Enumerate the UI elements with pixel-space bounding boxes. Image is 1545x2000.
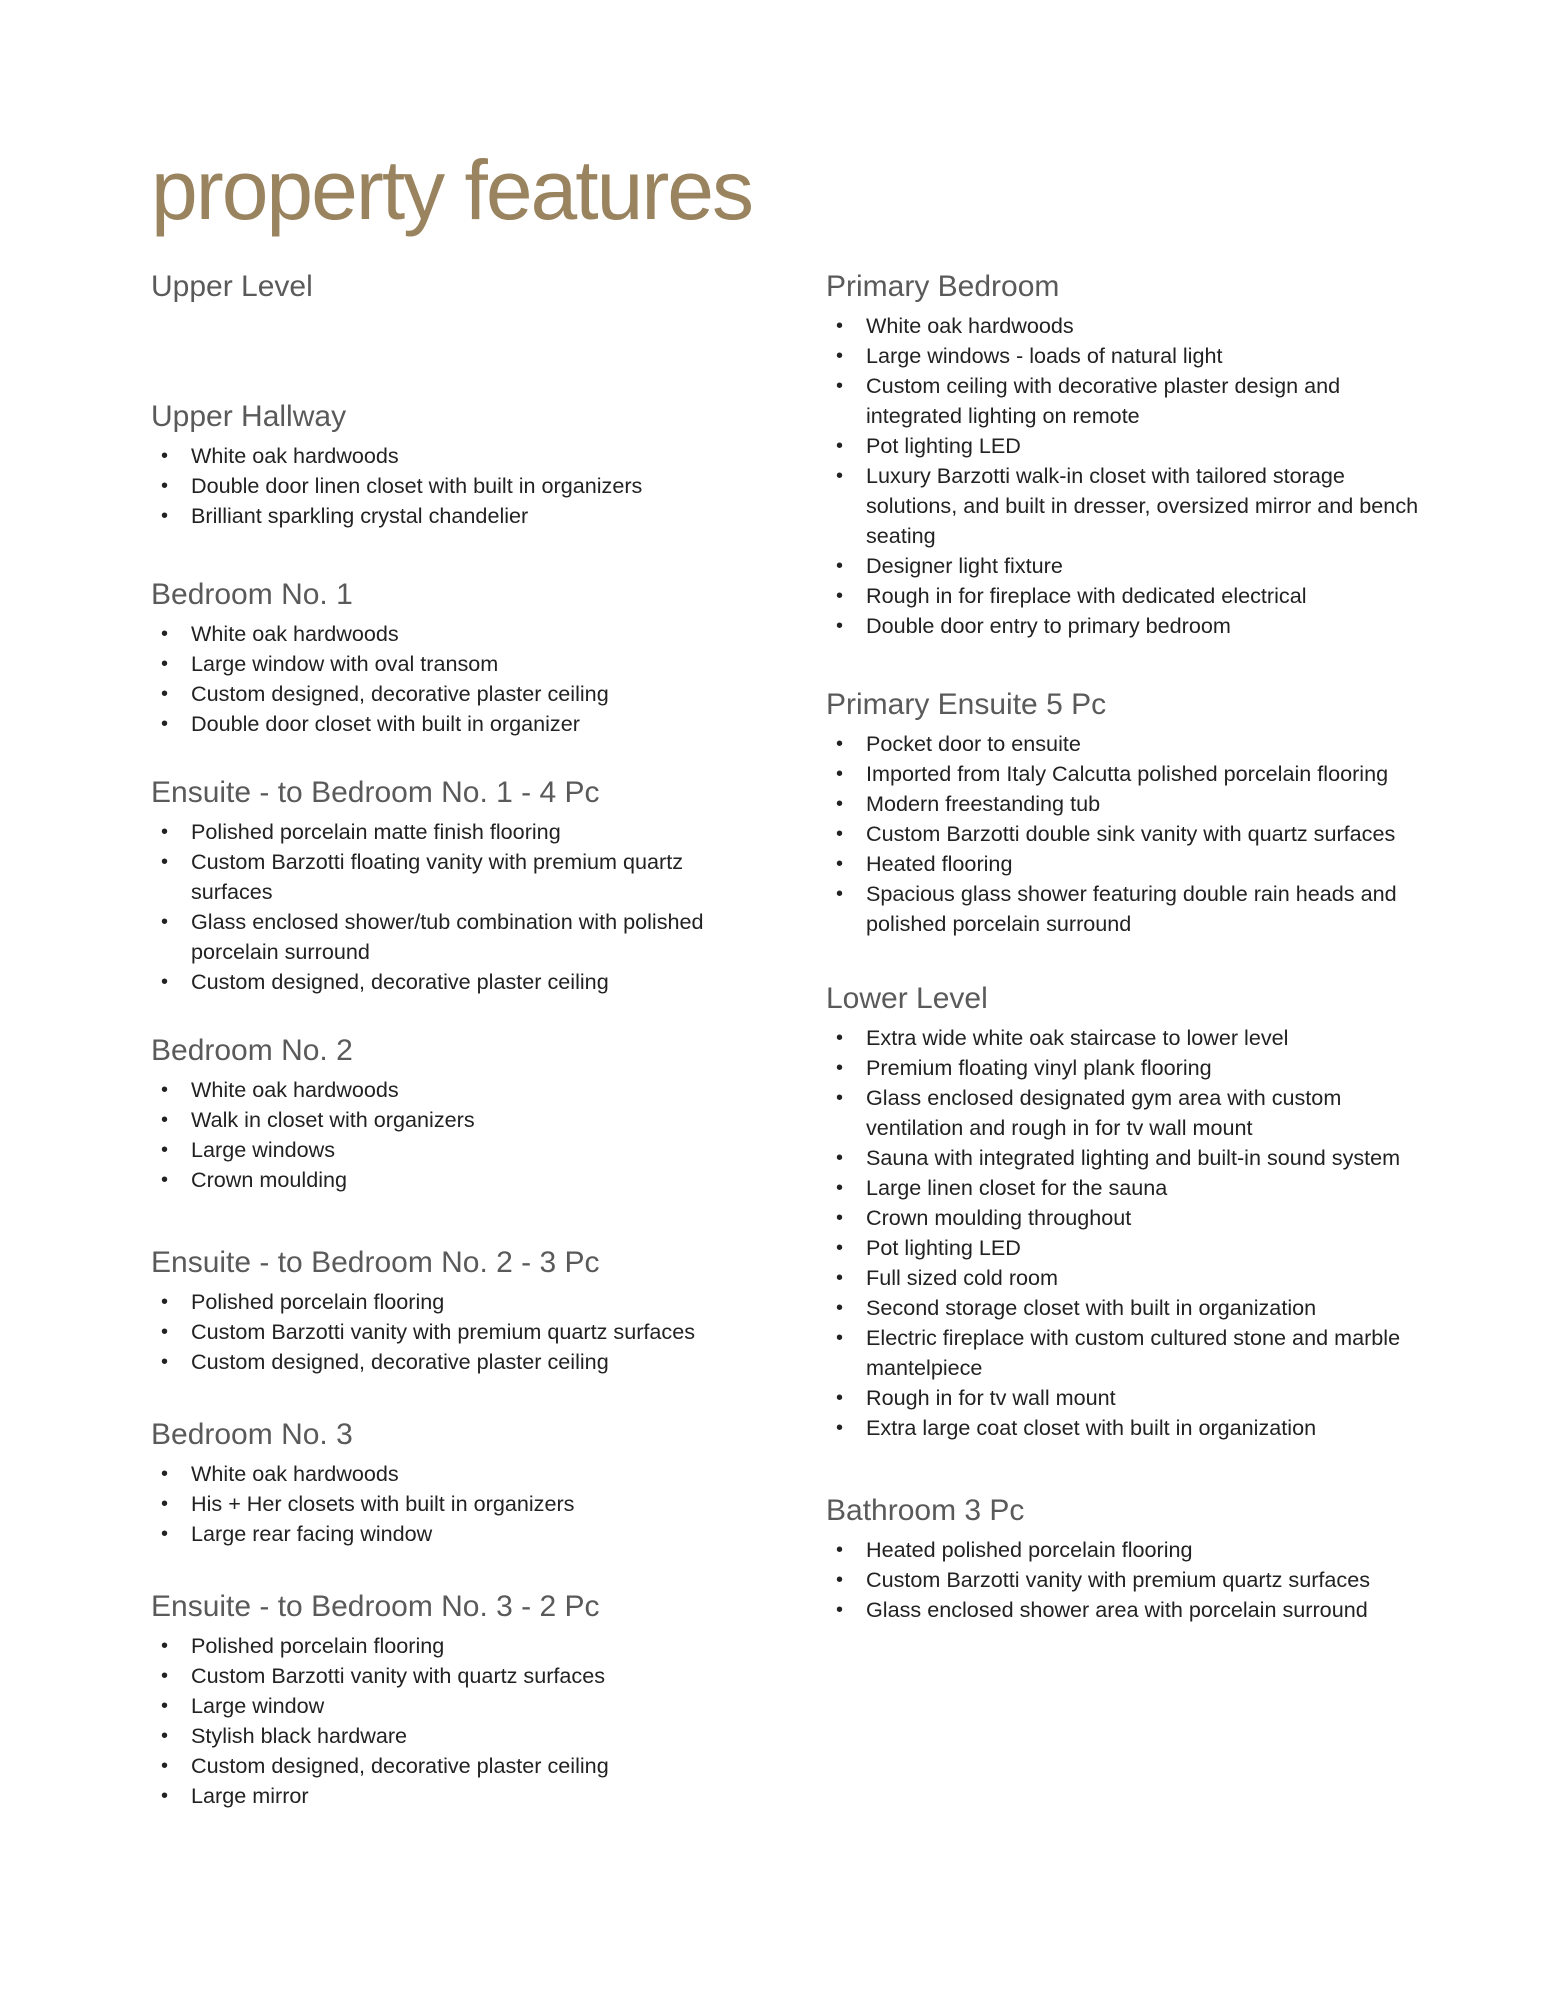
bullet-icon: • [836, 585, 844, 607]
section-ensuite-to-bedroom-no-1-4-pc [151, 773, 751, 997]
list-item-text: Custom ceiling with decorative plaster design and integrated lighting on remote [866, 373, 1341, 428]
bullet-icon: • [161, 1139, 169, 1161]
bullet-icon: • [836, 1087, 844, 1109]
bullet-icon: • [836, 1569, 844, 1591]
bullet-icon: • [836, 853, 844, 875]
section-heading: Lower Level [826, 982, 988, 1015]
bullet-icon: • [161, 683, 169, 705]
feature-list [151, 1631, 751, 1811]
list-item [826, 1565, 1426, 1595]
list-item [151, 649, 751, 679]
bullet-icon: • [836, 1057, 844, 1079]
bullet-icon: • [161, 1695, 169, 1717]
section-heading: Bedroom No. 2 [151, 1034, 353, 1067]
bullet-icon: • [161, 911, 169, 933]
bullet-icon: • [161, 1665, 169, 1687]
section-heading: Ensuite - to Bedroom No. 2 - 3 Pc [151, 1246, 600, 1279]
list-item [826, 611, 1426, 641]
list-item-text: Double door entry to primary bedroom [866, 613, 1231, 638]
list-item-text: Custom designed, decorative plaster ceiling [191, 1349, 609, 1374]
list-item-text: Double door linen closet with built in organizers [191, 473, 643, 498]
feature-list [826, 729, 1426, 939]
list-item [826, 581, 1426, 611]
bullet-icon: • [161, 1351, 169, 1373]
list-item-text: Spacious glass shower featuring double rain heads and polished porcelain surround [866, 881, 1397, 936]
section-heading: Primary Bedroom [826, 270, 1060, 303]
list-item-text: Custom designed, decorative plaster ceiling [191, 969, 609, 994]
section-primary-bedroom [826, 267, 1426, 641]
list-item [151, 1317, 751, 1347]
bullet-icon: • [836, 1599, 844, 1621]
list-item-text: Double door closet with built in organizer [191, 711, 580, 736]
bullet-icon: • [836, 1147, 844, 1169]
list-item [151, 847, 751, 907]
list-item [151, 817, 751, 847]
list-item-text: Custom designed, decorative plaster ceiling [191, 681, 609, 706]
list-item-text: Crown moulding throughout [866, 1205, 1132, 1230]
list-item [826, 1203, 1426, 1233]
bullet-icon: • [161, 653, 169, 675]
list-item-text: White oak hardwoods [191, 1461, 399, 1486]
list-item-text: Pot lighting LED [866, 433, 1021, 458]
section-heading: Upper Hallway [151, 400, 347, 433]
list-item-text: Glass enclosed designated gym area with custom ventilation and rough in for tv wall mount [866, 1085, 1342, 1140]
list-item-text: Modern freestanding tub [866, 791, 1101, 816]
list-item-text: Large windows - loads of natural light [866, 343, 1223, 368]
list-item [151, 441, 751, 471]
list-item [151, 1631, 751, 1661]
list-item-text: Extra wide white oak staircase to lower level [866, 1025, 1289, 1050]
bullet-icon: • [161, 1493, 169, 1515]
list-item-text: Luxury Barzotti walk-in closet with tailored storage solutions, and built in dresser, oversized mirror and bench seating [866, 463, 1419, 548]
list-item-text: Second storage closet with built in organization [866, 1295, 1317, 1320]
bullet-icon: • [161, 821, 169, 843]
bullet-icon: • [161, 971, 169, 993]
list-item [826, 1143, 1426, 1173]
list-item [151, 1751, 751, 1781]
bullet-icon: • [161, 505, 169, 527]
feature-list [151, 441, 751, 531]
list-item-text: Custom designed, decorative plaster ceiling [191, 1753, 609, 1778]
list-item [826, 1263, 1426, 1293]
list-item-text: Heated polished porcelain flooring [866, 1537, 1193, 1562]
list-item [151, 1075, 751, 1105]
bullet-icon: • [836, 883, 844, 905]
list-item-text: Large linen closet for the sauna [866, 1175, 1168, 1200]
list-item [826, 1233, 1426, 1263]
list-item-text: Glass enclosed shower area with porcelain surround [866, 1597, 1368, 1622]
list-item [151, 967, 751, 997]
list-item [826, 431, 1426, 461]
list-item-text: Large window with oval transom [191, 651, 499, 676]
feature-list [151, 1287, 751, 1377]
list-item [151, 1661, 751, 1691]
right-column [826, 267, 1426, 1625]
section-heading: Primary Ensuite 5 Pc [826, 688, 1107, 721]
list-item [826, 819, 1426, 849]
list-item [826, 879, 1426, 939]
list-item-text: His + Her closets with built in organizers [191, 1491, 575, 1516]
section-heading: Bedroom No. 3 [151, 1418, 353, 1451]
section-ensuite-to-bedroom-no-3-2-pc [151, 1587, 751, 1811]
list-item [826, 371, 1426, 431]
list-item-text: Sauna with integrated lighting and built-in sound system [866, 1145, 1401, 1170]
bullet-icon: • [161, 1523, 169, 1545]
list-item [151, 1165, 751, 1195]
feature-list [151, 1459, 751, 1549]
section-bathroom-3-pc [826, 1491, 1426, 1625]
list-item-text: Pocket door to ensuite [866, 731, 1081, 756]
bullet-icon: • [161, 1079, 169, 1101]
list-item-text: Custom Barzotti vanity with premium quartz surfaces [866, 1567, 1371, 1592]
list-item [151, 1721, 751, 1751]
list-item [826, 1383, 1426, 1413]
feature-list [151, 1075, 751, 1195]
bullet-icon: • [836, 375, 844, 397]
section-lower-level [826, 979, 1426, 1443]
list-item [151, 1105, 751, 1135]
section-heading: Ensuite - to Bedroom No. 1 - 4 Pc [151, 776, 600, 809]
list-item [151, 1519, 751, 1549]
bullet-icon: • [836, 435, 844, 457]
bullet-icon: • [836, 345, 844, 367]
list-item [151, 1347, 751, 1377]
section-primary-ensuite-5-pc [826, 685, 1426, 939]
section-ensuite-to-bedroom-no-2-3-pc [151, 1243, 751, 1377]
list-item [151, 1489, 751, 1519]
bullet-icon: • [836, 793, 844, 815]
list-item [151, 679, 751, 709]
list-item [826, 789, 1426, 819]
section-bedroom-no-2 [151, 1031, 751, 1195]
bullet-icon: • [836, 1237, 844, 1259]
bullet-icon: • [161, 475, 169, 497]
list-item [826, 1535, 1426, 1565]
section-heading: Bathroom 3 Pc [826, 1494, 1025, 1527]
list-item-text: Extra large coat closet with built in organization [866, 1415, 1317, 1440]
list-item-text: Polished porcelain flooring [191, 1289, 445, 1314]
list-item-text: Polished porcelain matte finish flooring [191, 819, 561, 844]
list-item-text: White oak hardwoods [191, 1077, 399, 1102]
list-item-text: Brilliant sparkling crystal chandelier [191, 503, 529, 528]
bullet-icon: • [836, 315, 844, 337]
bullet-icon: • [836, 763, 844, 785]
bullet-icon: • [836, 555, 844, 577]
list-item [826, 1053, 1426, 1083]
list-item [151, 1287, 751, 1317]
list-item [151, 501, 751, 531]
list-item-text: Custom Barzotti double sink vanity with quartz surfaces [866, 821, 1396, 846]
list-item [826, 1023, 1426, 1053]
bullet-icon: • [836, 465, 844, 487]
list-item [151, 1135, 751, 1165]
feature-list [826, 1535, 1426, 1625]
list-item-text: Electric fireplace with custom cultured stone and marble mantelpiece [866, 1325, 1401, 1380]
bullet-icon: • [836, 1387, 844, 1409]
bullet-icon: • [836, 1327, 844, 1349]
list-item [826, 1083, 1426, 1143]
feature-list [151, 619, 751, 739]
feature-list [826, 1023, 1426, 1443]
section-heading: Ensuite - to Bedroom No. 3 - 2 Pc [151, 1590, 600, 1623]
list-item-text: Custom Barzotti vanity with quartz surfaces [191, 1663, 606, 1688]
list-item-text: Polished porcelain flooring [191, 1633, 445, 1658]
list-item [151, 907, 751, 967]
list-item [826, 551, 1426, 581]
list-item-text: Crown moulding [191, 1167, 348, 1192]
list-item-text: Large windows [191, 1137, 336, 1162]
list-item [826, 1173, 1426, 1203]
bullet-icon: • [836, 1267, 844, 1289]
list-item [151, 1781, 751, 1811]
list-item-text: Large window [191, 1693, 325, 1718]
list-item-text: Imported from Italy Calcutta polished porcelain flooring [866, 761, 1389, 786]
bullet-icon: • [836, 1177, 844, 1199]
bullet-icon: • [161, 1109, 169, 1131]
list-item [826, 1413, 1426, 1443]
bullet-icon: • [161, 1785, 169, 1807]
section-bedroom-no-1 [151, 575, 751, 739]
bullet-icon: • [836, 1207, 844, 1229]
list-item [826, 849, 1426, 879]
list-item-text: Pot lighting LED [866, 1235, 1021, 1260]
list-item [826, 1595, 1426, 1625]
bullet-icon: • [836, 733, 844, 755]
list-item [151, 709, 751, 739]
list-item-text: Custom Barzotti floating vanity with premium quartz surfaces [191, 849, 684, 904]
bullet-icon: • [836, 615, 844, 637]
bullet-icon: • [836, 1539, 844, 1561]
section-upper-level [151, 267, 751, 353]
feature-list [151, 817, 751, 997]
list-item-text: Large mirror [191, 1783, 309, 1808]
list-item [826, 1323, 1426, 1383]
feature-list [826, 311, 1426, 641]
list-item [826, 1293, 1426, 1323]
list-item [151, 1459, 751, 1489]
list-item-text: Large rear facing window [191, 1521, 433, 1546]
list-item-text: Heated flooring [866, 851, 1013, 876]
list-item [826, 759, 1426, 789]
list-item-text: Full sized cold room [866, 1265, 1059, 1290]
list-item-text: Custom Barzotti vanity with premium quartz surfaces [191, 1319, 696, 1344]
bullet-icon: • [836, 1417, 844, 1439]
list-item-text: White oak hardwoods [866, 313, 1074, 338]
bullet-icon: • [836, 1297, 844, 1319]
list-item-text: Designer light fixture [866, 553, 1063, 578]
list-item-text: Walk in closet with organizers [191, 1107, 475, 1132]
list-item [826, 729, 1426, 759]
section-bedroom-no-3 [151, 1415, 751, 1549]
bullet-icon: • [161, 1635, 169, 1657]
bullet-icon: • [161, 1463, 169, 1485]
list-item-text: White oak hardwoods [191, 443, 399, 468]
bullet-icon: • [161, 445, 169, 467]
list-item [151, 619, 751, 649]
bullet-icon: • [161, 713, 169, 735]
list-item [151, 1691, 751, 1721]
page-title: property features [151, 143, 753, 237]
list-item [826, 311, 1426, 341]
list-item-text: Rough in for tv wall mount [866, 1385, 1116, 1410]
list-item-text: Premium floating vinyl plank flooring [866, 1055, 1212, 1080]
bullet-icon: • [161, 623, 169, 645]
bullet-icon: • [161, 1725, 169, 1747]
list-item [826, 461, 1426, 551]
list-item [151, 471, 751, 501]
list-item [826, 341, 1426, 371]
list-item-text: White oak hardwoods [191, 621, 399, 646]
left-column [151, 267, 751, 1811]
section-upper-hallway [151, 397, 751, 531]
list-item-text: Glass enclosed shower/tub combination with polished porcelain surround [191, 909, 704, 964]
section-heading: Upper Level [151, 270, 313, 303]
bullet-icon: • [836, 1027, 844, 1049]
bullet-icon: • [836, 823, 844, 845]
bullet-icon: • [161, 1291, 169, 1313]
section-heading: Bedroom No. 1 [151, 578, 353, 611]
list-item-text: Stylish black hardware [191, 1723, 408, 1748]
list-item-text: Rough in for fireplace with dedicated electrical [866, 583, 1307, 608]
bullet-icon: • [161, 1755, 169, 1777]
bullet-icon: • [161, 1321, 169, 1343]
bullet-icon: • [161, 851, 169, 873]
bullet-icon: • [161, 1169, 169, 1191]
